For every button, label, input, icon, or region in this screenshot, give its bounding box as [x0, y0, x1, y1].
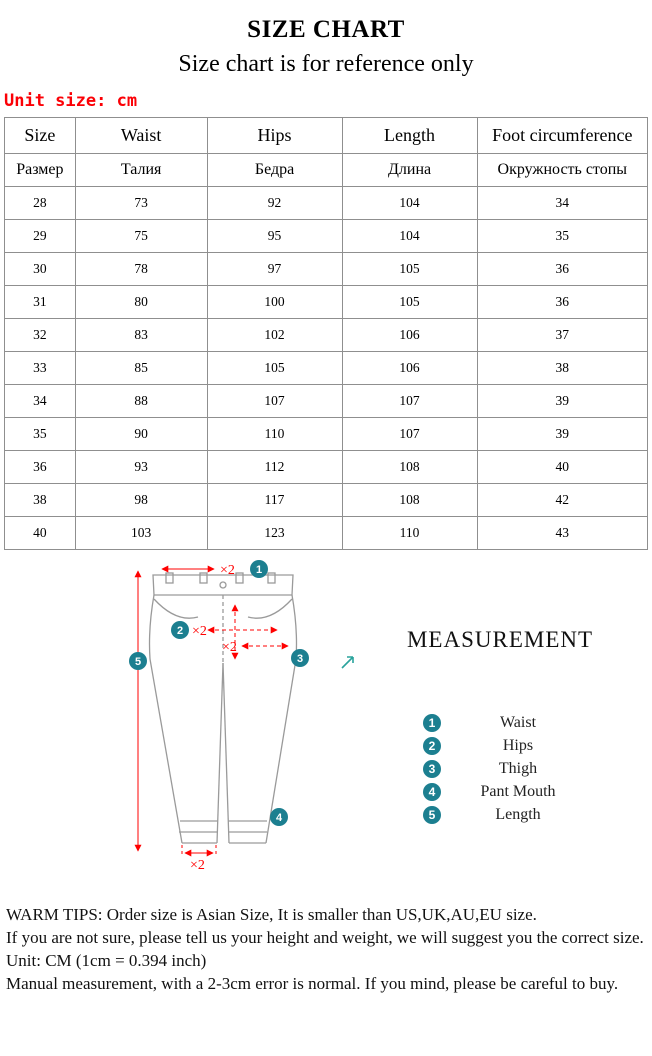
- warm-tips: [6, 903, 646, 995]
- column-header-en: Length: [342, 118, 477, 154]
- cuff-x2-label: ×2: [190, 858, 205, 873]
- size-cell: 105: [342, 286, 477, 319]
- size-row: [5, 187, 648, 220]
- size-cell: 110: [207, 418, 342, 451]
- legend-number-badge: 2: [423, 737, 441, 755]
- size-cell: 73: [75, 187, 207, 220]
- size-table-body: [5, 187, 648, 550]
- size-cell: 104: [342, 220, 477, 253]
- size-row: [5, 418, 648, 451]
- size-cell: 90: [75, 418, 207, 451]
- size-cell: 100: [207, 286, 342, 319]
- size-row: [5, 385, 648, 418]
- right-pocket: [248, 599, 292, 618]
- size-cell: 36: [5, 451, 76, 484]
- size-cell: 102: [207, 319, 342, 352]
- hips-x2-label: ×2: [192, 624, 207, 639]
- size-cell: 85: [75, 352, 207, 385]
- size-cell: 92: [207, 187, 342, 220]
- jeans-button: [220, 582, 226, 588]
- size-cell: 35: [477, 220, 647, 253]
- column-header-en: Size: [5, 118, 76, 154]
- size-cell: 35: [5, 418, 76, 451]
- size-cell: 88: [75, 385, 207, 418]
- size-row: [5, 220, 648, 253]
- column-header-en: Foot circumference: [477, 118, 647, 154]
- size-cell: 98: [75, 484, 207, 517]
- size-cell: 29: [5, 220, 76, 253]
- legend-number-badge: 4: [423, 783, 441, 801]
- right-inseam: [223, 663, 229, 843]
- jeans-diagram: [96, 559, 346, 889]
- size-row: [5, 286, 648, 319]
- size-cell: 97: [207, 253, 342, 286]
- size-cell: 123: [207, 517, 342, 550]
- size-cell: 117: [207, 484, 342, 517]
- size-row: [5, 352, 648, 385]
- column-header-ru: Длина: [342, 154, 477, 187]
- size-cell: 36: [477, 253, 647, 286]
- size-cell: 32: [5, 319, 76, 352]
- size-cell: 43: [477, 517, 647, 550]
- size-cell: 78: [75, 253, 207, 286]
- measurement-legend: [423, 711, 593, 826]
- size-cell: 107: [342, 385, 477, 418]
- legend-number-badge: 5: [423, 806, 441, 824]
- badge-5-num: 5: [134, 656, 142, 668]
- column-header-en: Hips: [207, 118, 342, 154]
- size-cell: 83: [75, 319, 207, 352]
- column-header-ru: Окружность стопы: [477, 154, 647, 187]
- left-inseam: [217, 663, 223, 843]
- warm-tips-line-3: Unit: CM (1cm = 0.394 inch): [6, 951, 207, 971]
- pointer-arrow-icon: [340, 654, 356, 670]
- header-row-ru: [5, 154, 648, 187]
- legend-label: Length: [495, 805, 541, 823]
- size-row: [5, 484, 648, 517]
- size-cell: 40: [5, 517, 76, 550]
- legend-item: [423, 757, 593, 780]
- badge-4-num: 4: [275, 812, 283, 824]
- size-table: [4, 117, 648, 550]
- size-cell: 33: [5, 352, 76, 385]
- measurement-arrows: [138, 569, 288, 857]
- legend-item: [423, 711, 593, 734]
- size-cell: 40: [477, 451, 647, 484]
- size-cell: 75: [75, 220, 207, 253]
- legend-number-badge: 1: [423, 714, 441, 732]
- size-cell: 37: [477, 319, 647, 352]
- size-cell: 105: [342, 253, 477, 286]
- measurement-section: [0, 559, 652, 891]
- size-row: [5, 253, 648, 286]
- size-cell: 107: [207, 385, 342, 418]
- column-header-ru: Талия: [75, 154, 207, 187]
- size-cell: 106: [342, 352, 477, 385]
- legend-label: Hips: [502, 736, 534, 754]
- legend-label: Waist: [499, 713, 537, 731]
- right-outer-seam: [266, 595, 297, 843]
- size-cell: 36: [477, 286, 647, 319]
- size-cell: 30: [5, 253, 76, 286]
- badge-3-num: 3: [296, 653, 304, 665]
- size-row: [5, 451, 648, 484]
- waist-x2-label: ×2: [220, 563, 235, 578]
- thigh-x2-label: ×2: [222, 640, 237, 655]
- size-cell: 108: [342, 451, 477, 484]
- left-pocket: [154, 599, 198, 618]
- size-row: [5, 319, 648, 352]
- size-cell: 28: [5, 187, 76, 220]
- legend-item: [423, 734, 593, 757]
- size-cell: 34: [5, 385, 76, 418]
- size-cell: 107: [342, 418, 477, 451]
- size-cell: 38: [477, 352, 647, 385]
- warm-tips-line-4: Manual measurement, with a 2-3cm error is normal. If you mind, please be careful to buy.: [6, 974, 619, 994]
- size-cell: 39: [477, 418, 647, 451]
- column-header-ru: Размер: [5, 154, 76, 187]
- size-cell: 110: [342, 517, 477, 550]
- size-cell: 112: [207, 451, 342, 484]
- size-cell: 108: [342, 484, 477, 517]
- header-row-en: [5, 118, 648, 154]
- page-title: SIZE CHART: [247, 16, 405, 43]
- left-cuff: [179, 821, 218, 843]
- badge-2-num: 2: [176, 625, 184, 637]
- legend-label: Thigh: [498, 759, 538, 777]
- warm-tips-line-1: WARM TIPS: Order size is Asian Size, It is smaller than US,UK,AU,EU size.: [6, 905, 537, 924]
- size-row: [5, 517, 648, 550]
- size-cell: 103: [75, 517, 207, 550]
- column-header-ru: Бедра: [207, 154, 342, 187]
- badge-1-num: 1: [255, 564, 263, 576]
- size-cell: 106: [342, 319, 477, 352]
- size-cell: 39: [477, 385, 647, 418]
- size-cell: 38: [5, 484, 76, 517]
- size-cell: 31: [5, 286, 76, 319]
- warm-tips-line-2: If you are not sure, please tell us your height and weight, we will suggest you the correct size.: [6, 928, 644, 948]
- legend-item: [423, 780, 593, 803]
- unit-note: Unit size: cm: [4, 91, 138, 111]
- size-cell: 80: [75, 286, 207, 319]
- legend-item: [423, 803, 593, 826]
- size-cell: 42: [477, 484, 647, 517]
- jeans-outline: [150, 573, 297, 843]
- legend-label: Pant Mouth: [480, 782, 556, 800]
- size-cell: 93: [75, 451, 207, 484]
- measurement-title: MEASUREMENT: [406, 627, 594, 652]
- size-cell: 105: [207, 352, 342, 385]
- page-subtitle: Size chart is for reference only: [178, 51, 474, 77]
- column-header-en: Waist: [75, 118, 207, 154]
- size-cell: 34: [477, 187, 647, 220]
- size-cell: 95: [207, 220, 342, 253]
- size-cell: 104: [342, 187, 477, 220]
- legend-number-badge: 3: [423, 760, 441, 778]
- right-cuff: [228, 821, 267, 843]
